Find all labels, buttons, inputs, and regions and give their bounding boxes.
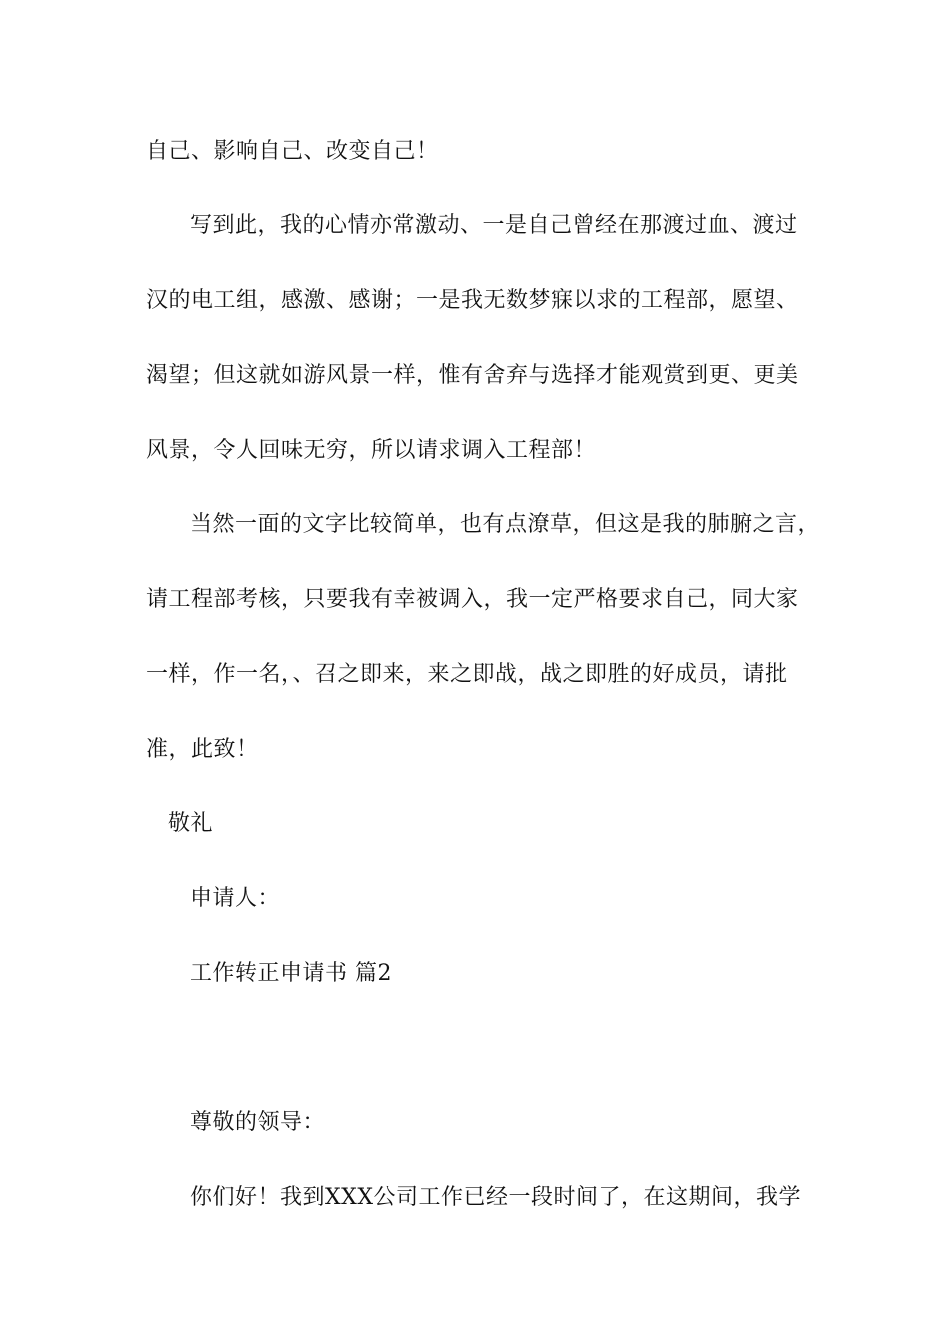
text-line-1: 自己、影响自己、改变自己！ [146,139,439,164]
text-line-4: 渴望；但这就如游风景一样，惟有舍弃与选择才能观赏到更、更美 [146,363,799,388]
text-line-8: 一样，作一名，、召之即来，来之即战，战之即胜的好成员，请批 [146,662,788,687]
text-line-9: 准，此致！ [146,737,259,762]
applicant-label: 申请人： [190,886,281,911]
section-title: 工作转正申请书 篇2 [190,961,392,986]
text-line-5: 风景，令人回味无穷，所以请求调入工程部！ [146,438,597,463]
greeting-line: 尊敬的领导： [190,1110,326,1135]
text-line-7: 请工程部考核，只要我有幸被调入，我一定严格要求自己，同大家 [146,587,799,612]
paragraph-start-line: 写到此，我的心情亦常激动、一是自己曾经在那渡过血、渡过 [190,213,798,238]
salutation-closing: 敬礼 [168,811,214,836]
text-line-3: 汉的电工组，感激、感谢；一是我无数梦寐以求的工程部，愿望、 [146,288,799,313]
paragraph-start-line-2: 当然一面的文字比较简单，也有点潦草，但这是我的肺腑之言， [190,512,821,537]
paragraph-start-line-3: 你们好！我到XXX公司工作已经一段时间了，在这期间，我学 [190,1185,801,1210]
